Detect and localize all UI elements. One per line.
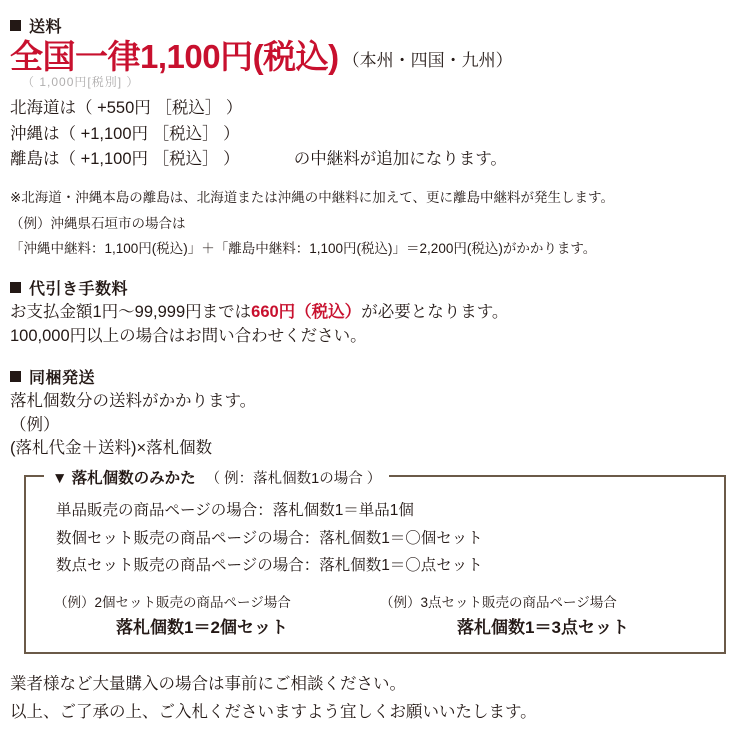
cod-heading-label: 代引き手数料 bbox=[29, 280, 129, 298]
count-example-value: 落札個数1＝3点セット bbox=[457, 617, 629, 637]
count-box-title bbox=[44, 466, 389, 488]
shipping-note-example-2: 「沖縄中継料：1,100円(税込)」＋「離島中継料：1,100円(税込)」＝2,200円(税込)がかかります。 bbox=[10, 241, 597, 257]
shipping-headline-row bbox=[10, 39, 740, 75]
region-label-okinawa: 沖縄は（ +1,100円 ［税込］ ） bbox=[10, 124, 240, 143]
cod-line-1-post: が必要となります。 bbox=[361, 302, 509, 321]
cod-line-2: 100,000円以上の場合はお問い合わせください。 bbox=[10, 326, 367, 345]
shipping-note-example-1: （例）沖縄県石垣市の場合は bbox=[10, 215, 186, 231]
bundle-heading-label: 同梱発送 bbox=[29, 369, 96, 387]
shipping-heading-label: 送料 bbox=[29, 19, 63, 36]
square-bullet-icon bbox=[10, 20, 21, 31]
square-bullet-icon bbox=[10, 371, 21, 382]
count-item: 数個セット販売の商品ページの場合：落札個数1＝〇個セット bbox=[56, 529, 483, 547]
count-example-value: 落札個数1＝2個セット bbox=[116, 617, 288, 637]
count-example bbox=[380, 591, 706, 638]
bundle-section bbox=[10, 365, 740, 462]
shipping-section-heading bbox=[10, 14, 740, 37]
bundle-line-1: 落札個数分の送料がかかります。 bbox=[10, 391, 257, 410]
count-box-title-label: ▼ 落札個数のみかた bbox=[52, 470, 196, 488]
cod-line-1-pre: お支払金額1円～99,999円までは bbox=[10, 302, 252, 321]
count-item: 単品販売の商品ページの場合：落札個数1＝単品1個 bbox=[56, 502, 414, 520]
footer-line-2: 以上、ご了承の上、ご入札くださいますよう宜しくお願いいたします。 bbox=[10, 702, 537, 721]
bundle-line-3: (落札代金＋送料)×落札個数 bbox=[10, 439, 213, 458]
shipping-headline-sub: （本州・四国・九州） bbox=[342, 51, 513, 71]
count-example-caption: （例）3点セット販売の商品ページ場合 bbox=[380, 594, 617, 610]
cod-section bbox=[10, 276, 740, 349]
region-after-text: の中継料が追加になります。 bbox=[293, 150, 507, 169]
cod-line-1 bbox=[10, 301, 740, 325]
shipping-note: ※北海道・沖縄本島の離島は、北海道または沖縄の中継料に加えて、更に離島中継料が発生します。 bbox=[10, 189, 614, 205]
region-line bbox=[10, 96, 740, 122]
shipping-headline-tax: (税込) bbox=[252, 38, 339, 75]
count-item: 数点セット販売の商品ページの場合：落札個数1＝〇点セット bbox=[56, 556, 483, 574]
footer-line-1: 業者様など大量購入の場合は事前にご相談ください。 bbox=[10, 674, 406, 693]
region-line bbox=[10, 122, 740, 148]
region-label-ritou: 離島は（ +1,100円 ［税込］ ） bbox=[10, 150, 240, 169]
count-example bbox=[54, 591, 380, 638]
count-example-caption: （例）2個セット販売の商品ページ場合 bbox=[54, 594, 291, 610]
footer-notes bbox=[10, 670, 740, 726]
count-examples-row bbox=[44, 591, 706, 638]
shipping-regions bbox=[10, 96, 740, 173]
shipping-excl-tax: （ 1,000円[税別] ） bbox=[22, 75, 140, 90]
count-box-title-example: （ 例：落札個数1の場合 ） bbox=[205, 471, 382, 488]
cod-fee-amount: 660円（税込） bbox=[251, 302, 362, 321]
bundle-section-heading bbox=[10, 365, 740, 388]
region-line bbox=[10, 147, 740, 173]
bundle-line-2: （例） bbox=[10, 415, 60, 434]
shipping-headline-main: 全国一律1,100円 bbox=[10, 38, 253, 75]
region-label-hokkaido: 北海道は（ +550円 ［税込］ ） bbox=[10, 99, 243, 118]
shipping-headline bbox=[10, 39, 339, 75]
cod-section-heading bbox=[10, 276, 740, 299]
count-explanation-box bbox=[24, 470, 726, 653]
square-bullet-icon bbox=[10, 282, 21, 293]
